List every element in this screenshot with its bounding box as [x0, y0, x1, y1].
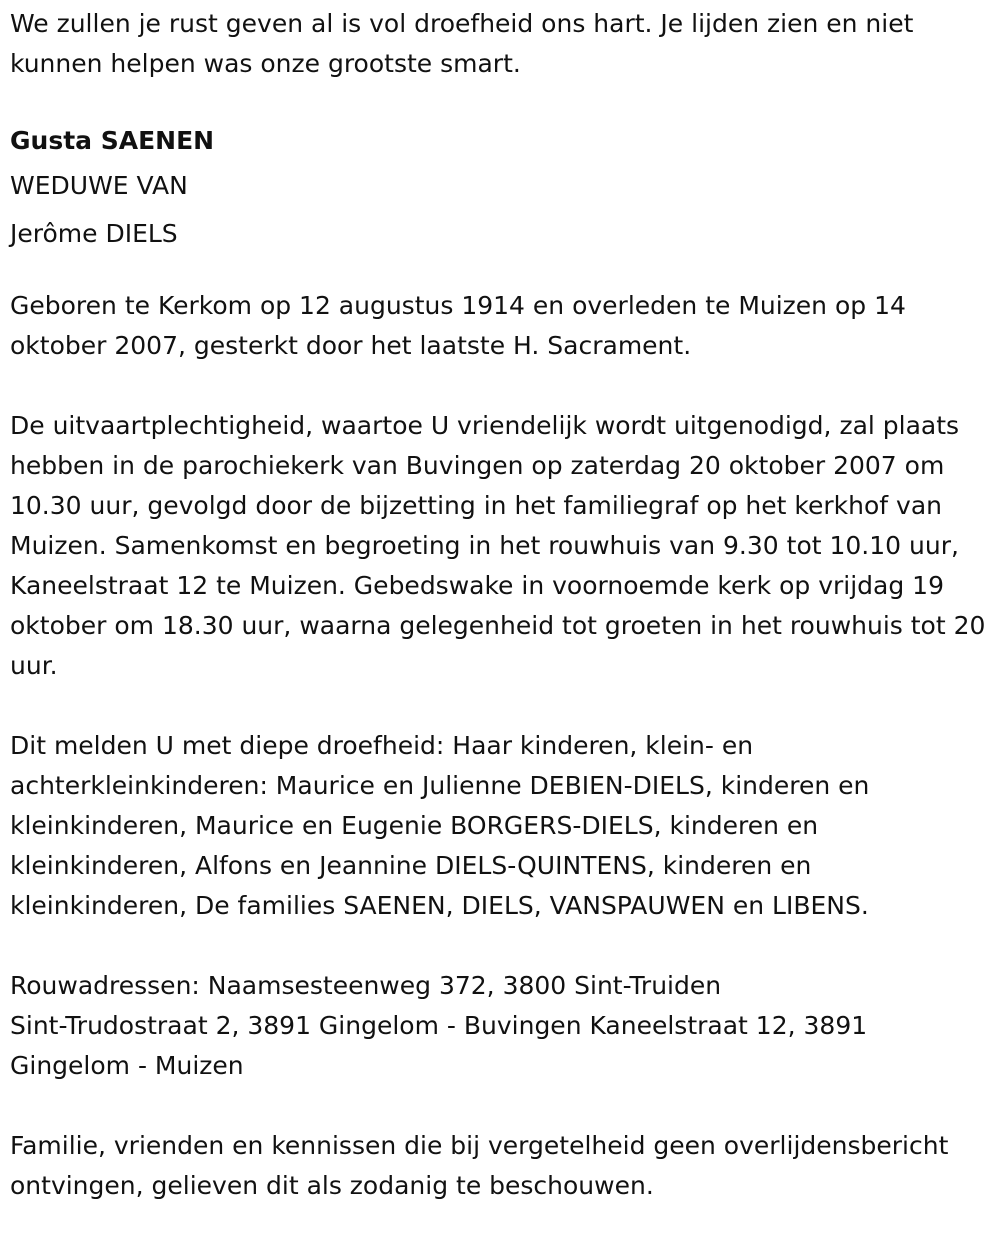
- family-paragraph: Dit melden U met diepe droefheid: Haar kinderen, klein- en achterkleinkinderen: Maurice en Julienne DEBIEN-DIELS, kinderen en kleinkinderen, Maurice en Eugenie BORGERS-DIELS, kinderen en kleinkinderen, Alfons en Jeannine DIELS-QUINTENS, kinderen en kleinkinderen, De families SAENEN, DIELS, VANSPAUWEN en LIBENS.: [10, 731, 870, 920]
- birth-death-paragraph: Geboren te Kerkom op 12 augustus 1914 en overleden te Muizen op 14 oktober 2007, gesterkt door het laatste H. Sacrament.: [10, 291, 906, 360]
- spouse-name: Jerôme DIELS: [10, 219, 178, 248]
- deceased-block: [10, 120, 986, 258]
- opening-verse: We zullen je rust geven al is vol droefheid ons hart. Je lijden zien en niet kunnen helpen was onze grootste smart.: [10, 9, 914, 78]
- relation-label: WEDUWE VAN: [10, 171, 188, 200]
- ceremony-paragraph: De uitvaartplechtigheid, waartoe U vriendelijk wordt uitgenodigd, zal plaats hebben in de parochiekerk van Buvingen op zaterdag 20 oktober 2007 om 10.30 uur, gevolgd door de bijzetting in het familiegraf op het kerkhof van Muizen. Samenkomst en begroeting in het rouwhuis van 9.30 tot 10.10 uur, Kaneelstraat 12 te Muizen. Gebedswake in voornoemde kerk op vrijdag 19 oktober om 18.30 uur, waarna gelegenheid tot groeten in het rouwhuis tot 20 uur.: [10, 411, 986, 680]
- deceased-name: Gusta SAENEN: [10, 126, 215, 155]
- closing-paragraph: Familie, vrienden en kennissen die bij vergetelheid geen overlijdensbericht ontvingen, gelieven dit als zodanig te beschouwen.: [10, 1131, 949, 1200]
- addresses-paragraph: [10, 966, 986, 1086]
- address-line: Sint-Trudostraat 2, 3891 Gingelom - Buvingen Kaneelstraat 12, 3891 Gingelom - Muizen: [10, 1011, 868, 1080]
- address-line: Rouwadressen: Naamsesteenweg 372, 3800 Sint-Truiden: [10, 971, 722, 1000]
